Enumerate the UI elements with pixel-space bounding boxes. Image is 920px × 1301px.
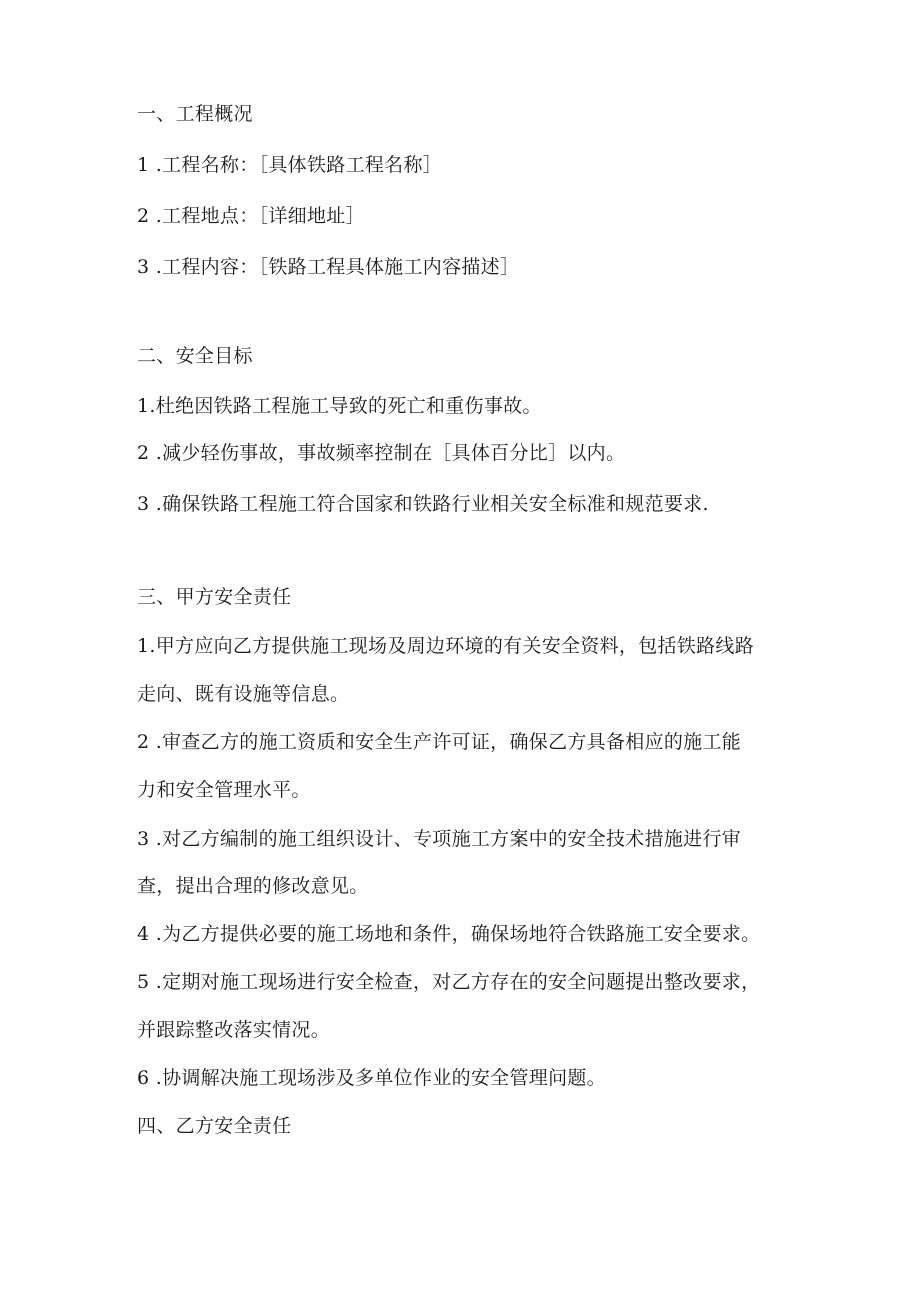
party-a-item-3-line-2: 查，提出合理的修改意见。 (137, 875, 369, 897)
party-a-item-6: 6 .协调解决施工现场涉及多单位作业的安全管理问题。 (137, 1067, 606, 1089)
goal-item-1: 1.杜绝因铁路工程施工导致的死亡和重伤事故。 (137, 395, 542, 417)
goal-item-2: 2 .减少轻伤事故，事故频率控制在［具体百分比］以内。 (137, 442, 626, 464)
overview-item-location: 2 .工程地点：［详细地址］ (137, 205, 365, 227)
party-a-item-5-line-2: 并跟踪整改落实情况。 (137, 1019, 331, 1041)
party-a-item-2-line-1: 2 .审查乙方的施工资质和安全生产许可证，确保乙方具备相应的施工能 (137, 731, 742, 753)
overview-item-name: 1 .工程名称：［具体铁路工程名称］ (137, 154, 443, 176)
party-a-item-1-line-1: 1.甲方应向乙方提供施工现场及周边环境的有关安全资料，包括铁路线路 (137, 635, 755, 657)
party-a-item-1-line-2: 走向、既有设施等信息。 (137, 683, 350, 705)
section-heading-party-a: 三、甲方安全责任 (137, 586, 292, 608)
party-a-item-3-line-1: 3 .对乙方编制的施工组织设计、专项施工方案中的安全技术措施进行审 (137, 828, 742, 850)
section-heading-overview: 一、工程概况 (137, 103, 253, 125)
party-a-item-5-line-1: 5 .定期对施工现场进行安全检查，对乙方存在的安全问题提出整改要求， (137, 971, 761, 993)
goal-item-3: 3 .确保铁路工程施工符合国家和铁路行业相关安全标准和规范要求. (137, 493, 709, 515)
overview-item-content: 3 .工程内容：［铁路工程具体施工内容描述］ (137, 256, 520, 278)
section-heading-safety-goals: 二、安全目标 (137, 345, 253, 367)
party-a-item-2-line-2: 力和安全管理水平。 (137, 779, 311, 801)
party-a-item-4: 4 .为乙方提供必要的施工场地和条件，确保场地符合铁路施工安全要求。 (137, 923, 761, 945)
section-heading-party-b: 四、乙方安全责任 (137, 1115, 292, 1137)
